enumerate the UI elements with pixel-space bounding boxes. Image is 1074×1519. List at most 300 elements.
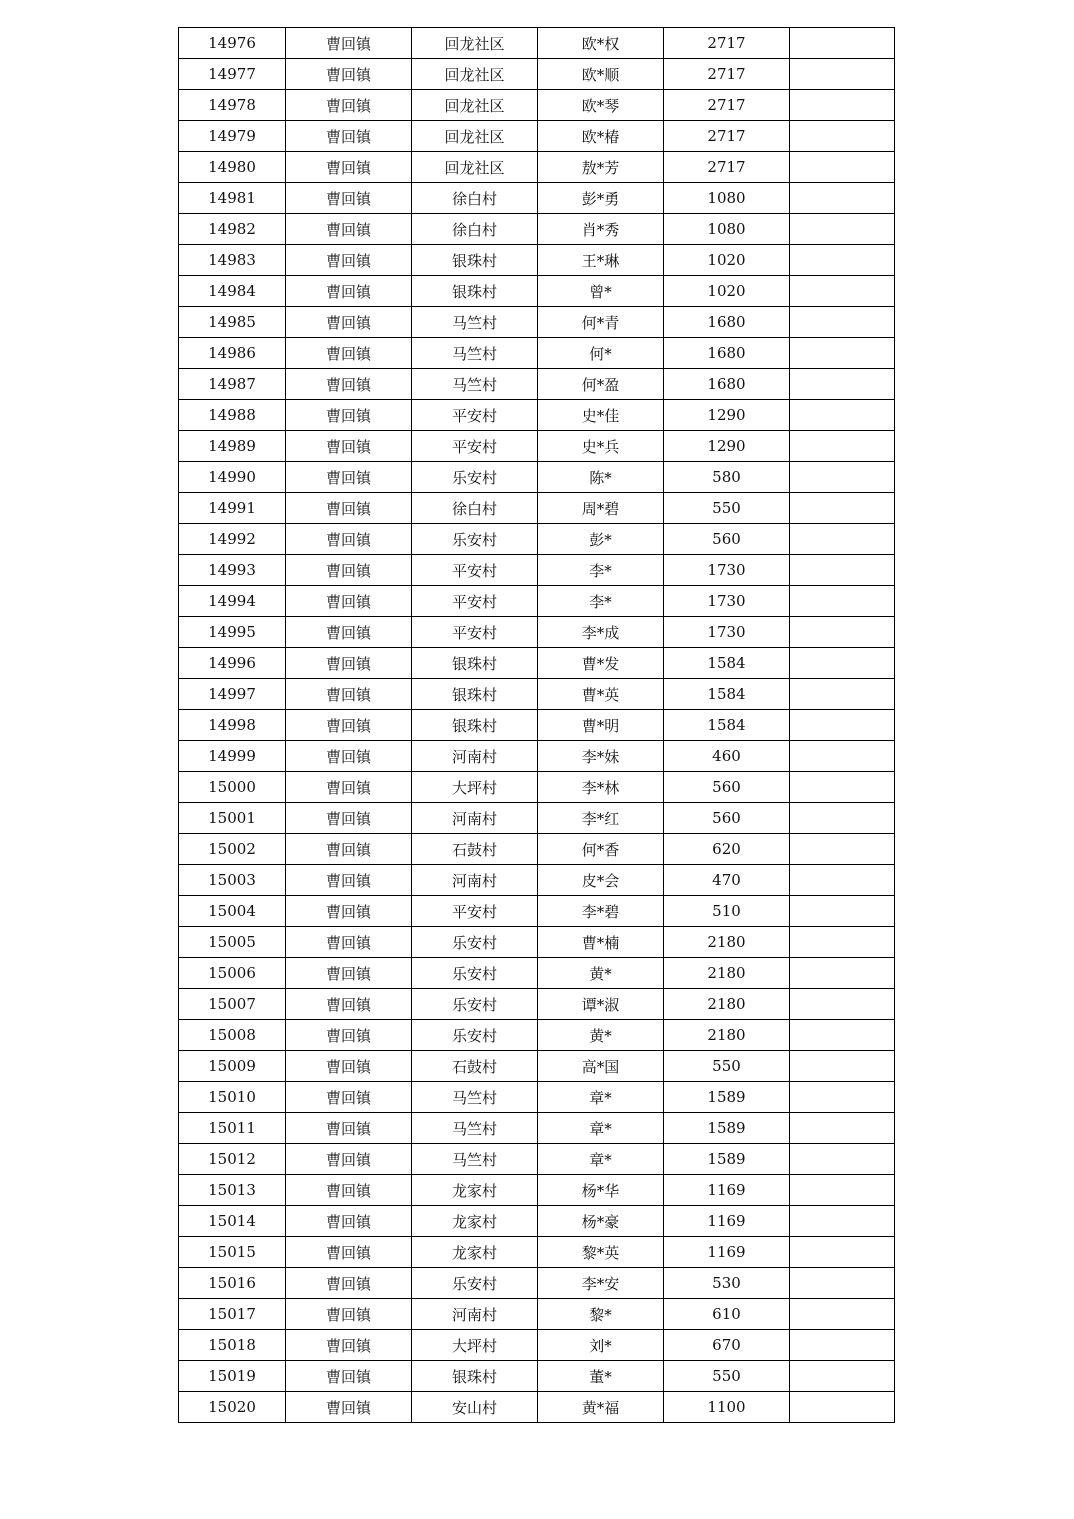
table-row — [179, 1082, 895, 1113]
village-cell: 回龙社区 — [412, 59, 538, 90]
village-cell: 回龙社区 — [412, 121, 538, 152]
town-cell: 曹回镇 — [286, 896, 412, 927]
remark-cell — [790, 1268, 895, 1299]
table-row — [179, 121, 895, 152]
name-cell: 黄*福 — [538, 1392, 664, 1423]
name-cell: 史*佳 — [538, 400, 664, 431]
village-cell: 河南村 — [412, 741, 538, 772]
town-cell: 曹回镇 — [286, 586, 412, 617]
amount-cell: 550 — [664, 1361, 790, 1392]
village-cell: 河南村 — [412, 803, 538, 834]
name-cell: 李*成 — [538, 617, 664, 648]
amount-cell: 1680 — [664, 338, 790, 369]
remark-cell — [790, 896, 895, 927]
row-number-cell: 15019 — [179, 1361, 286, 1392]
amount-cell: 1020 — [664, 276, 790, 307]
remark-cell — [790, 741, 895, 772]
remark-cell — [790, 927, 895, 958]
remark-cell — [790, 1175, 895, 1206]
village-cell: 马竺村 — [412, 307, 538, 338]
remark-cell — [790, 803, 895, 834]
town-cell: 曹回镇 — [286, 307, 412, 338]
amount-cell: 2717 — [664, 28, 790, 59]
amount-cell: 1730 — [664, 586, 790, 617]
town-cell: 曹回镇 — [286, 59, 412, 90]
table-row — [179, 59, 895, 90]
row-number-cell: 14987 — [179, 369, 286, 400]
name-cell: 敖*芳 — [538, 152, 664, 183]
village-cell: 乐安村 — [412, 1268, 538, 1299]
row-number-cell: 15003 — [179, 865, 286, 896]
village-cell: 石鼓村 — [412, 834, 538, 865]
town-cell: 曹回镇 — [286, 1082, 412, 1113]
village-cell: 徐白村 — [412, 183, 538, 214]
name-cell: 杨*华 — [538, 1175, 664, 1206]
remark-cell — [790, 493, 895, 524]
remark-cell — [790, 1144, 895, 1175]
row-number-cell: 15016 — [179, 1268, 286, 1299]
amount-cell: 510 — [664, 896, 790, 927]
table-row — [179, 90, 895, 121]
amount-cell: 620 — [664, 834, 790, 865]
remark-cell — [790, 1392, 895, 1423]
amount-cell: 1169 — [664, 1175, 790, 1206]
town-cell: 曹回镇 — [286, 524, 412, 555]
amount-cell: 2180 — [664, 958, 790, 989]
village-cell: 马竺村 — [412, 1144, 538, 1175]
name-cell: 欧*椿 — [538, 121, 664, 152]
remark-cell — [790, 276, 895, 307]
village-cell: 乐安村 — [412, 524, 538, 555]
town-cell: 曹回镇 — [286, 431, 412, 462]
amount-cell: 1290 — [664, 400, 790, 431]
table-row — [179, 1144, 895, 1175]
row-number-cell: 15001 — [179, 803, 286, 834]
amount-cell: 2717 — [664, 90, 790, 121]
table-row — [179, 28, 895, 59]
row-number-cell: 14991 — [179, 493, 286, 524]
town-cell: 曹回镇 — [286, 1020, 412, 1051]
row-number-cell: 15020 — [179, 1392, 286, 1423]
row-number-cell: 14985 — [179, 307, 286, 338]
town-cell: 曹回镇 — [286, 555, 412, 586]
row-number-cell: 15004 — [179, 896, 286, 927]
town-cell: 曹回镇 — [286, 1144, 412, 1175]
amount-cell: 1169 — [664, 1237, 790, 1268]
amount-cell: 1080 — [664, 183, 790, 214]
name-cell: 刘* — [538, 1330, 664, 1361]
table-row — [179, 1330, 895, 1361]
amount-cell: 1584 — [664, 679, 790, 710]
row-number-cell: 15018 — [179, 1330, 286, 1361]
town-cell: 曹回镇 — [286, 1299, 412, 1330]
amount-cell: 1169 — [664, 1206, 790, 1237]
table-row — [179, 1361, 895, 1392]
remark-cell — [790, 431, 895, 462]
row-number-cell: 15005 — [179, 927, 286, 958]
name-cell: 王*琳 — [538, 245, 664, 276]
amount-cell: 1730 — [664, 555, 790, 586]
table-row — [179, 896, 895, 927]
amount-cell: 1100 — [664, 1392, 790, 1423]
row-number-cell: 15010 — [179, 1082, 286, 1113]
village-cell: 大坪村 — [412, 772, 538, 803]
row-number-cell: 15017 — [179, 1299, 286, 1330]
town-cell: 曹回镇 — [286, 214, 412, 245]
remark-cell — [790, 617, 895, 648]
row-number-cell: 14993 — [179, 555, 286, 586]
remark-cell — [790, 710, 895, 741]
amount-cell: 670 — [664, 1330, 790, 1361]
table-row — [179, 462, 895, 493]
town-cell: 曹回镇 — [286, 958, 412, 989]
town-cell: 曹回镇 — [286, 400, 412, 431]
remark-cell — [790, 369, 895, 400]
village-cell: 马竺村 — [412, 369, 538, 400]
village-cell: 河南村 — [412, 865, 538, 896]
table-row — [179, 245, 895, 276]
amount-cell: 1589 — [664, 1113, 790, 1144]
town-cell: 曹回镇 — [286, 617, 412, 648]
table-row — [179, 1299, 895, 1330]
remark-cell — [790, 462, 895, 493]
remark-cell — [790, 214, 895, 245]
name-cell: 欧*琴 — [538, 90, 664, 121]
row-number-cell: 14978 — [179, 90, 286, 121]
table-row — [179, 1113, 895, 1144]
remark-cell — [790, 648, 895, 679]
village-cell: 龙家村 — [412, 1175, 538, 1206]
remark-cell — [790, 1020, 895, 1051]
remark-cell — [790, 1299, 895, 1330]
village-cell: 乐安村 — [412, 927, 538, 958]
table-row — [179, 1051, 895, 1082]
remark-cell — [790, 1361, 895, 1392]
amount-cell: 2717 — [664, 121, 790, 152]
table-row — [179, 927, 895, 958]
town-cell: 曹回镇 — [286, 1392, 412, 1423]
row-number-cell: 14989 — [179, 431, 286, 462]
table-row — [179, 679, 895, 710]
name-cell: 章* — [538, 1082, 664, 1113]
remark-cell — [790, 121, 895, 152]
table-row — [179, 958, 895, 989]
town-cell: 曹回镇 — [286, 772, 412, 803]
row-number-cell: 15011 — [179, 1113, 286, 1144]
name-cell: 李* — [538, 586, 664, 617]
remark-cell — [790, 524, 895, 555]
name-cell: 欧*顺 — [538, 59, 664, 90]
village-cell: 乐安村 — [412, 958, 538, 989]
table-row — [179, 555, 895, 586]
remark-cell — [790, 152, 895, 183]
town-cell: 曹回镇 — [286, 1361, 412, 1392]
remark-cell — [790, 307, 895, 338]
remark-cell — [790, 1051, 895, 1082]
amount-cell: 560 — [664, 772, 790, 803]
town-cell: 曹回镇 — [286, 245, 412, 276]
table-row — [179, 803, 895, 834]
table-row — [179, 276, 895, 307]
remark-cell — [790, 865, 895, 896]
table-row — [179, 586, 895, 617]
table-row — [179, 1237, 895, 1268]
remark-cell — [790, 245, 895, 276]
town-cell: 曹回镇 — [286, 1206, 412, 1237]
row-number-cell: 15006 — [179, 958, 286, 989]
row-number-cell: 15002 — [179, 834, 286, 865]
name-cell: 周*碧 — [538, 493, 664, 524]
name-cell: 彭* — [538, 524, 664, 555]
village-cell: 徐白村 — [412, 214, 538, 245]
name-cell: 肖*秀 — [538, 214, 664, 245]
village-cell: 徐白村 — [412, 493, 538, 524]
amount-cell: 560 — [664, 803, 790, 834]
row-number-cell: 15012 — [179, 1144, 286, 1175]
amount-cell: 1680 — [664, 369, 790, 400]
amount-cell: 1680 — [664, 307, 790, 338]
village-cell: 回龙社区 — [412, 152, 538, 183]
village-cell: 平安村 — [412, 617, 538, 648]
table-row — [179, 214, 895, 245]
village-cell: 银珠村 — [412, 679, 538, 710]
town-cell: 曹回镇 — [286, 1237, 412, 1268]
town-cell: 曹回镇 — [286, 710, 412, 741]
village-cell: 龙家村 — [412, 1237, 538, 1268]
amount-cell: 1584 — [664, 648, 790, 679]
town-cell: 曹回镇 — [286, 1175, 412, 1206]
name-cell: 皮*会 — [538, 865, 664, 896]
amount-cell: 1290 — [664, 431, 790, 462]
table-row — [179, 772, 895, 803]
name-cell: 谭*淑 — [538, 989, 664, 1020]
remark-cell — [790, 400, 895, 431]
amount-cell: 1020 — [664, 245, 790, 276]
remark-cell — [790, 555, 895, 586]
amount-cell: 1730 — [664, 617, 790, 648]
village-cell: 平安村 — [412, 431, 538, 462]
town-cell: 曹回镇 — [286, 865, 412, 896]
town-cell: 曹回镇 — [286, 28, 412, 59]
amount-cell: 2180 — [664, 927, 790, 958]
data-table — [178, 27, 895, 1423]
name-cell: 李*妹 — [538, 741, 664, 772]
town-cell: 曹回镇 — [286, 462, 412, 493]
row-number-cell: 15013 — [179, 1175, 286, 1206]
remark-cell — [790, 1206, 895, 1237]
village-cell: 银珠村 — [412, 648, 538, 679]
name-cell: 李*林 — [538, 772, 664, 803]
row-number-cell: 14988 — [179, 400, 286, 431]
town-cell: 曹回镇 — [286, 338, 412, 369]
name-cell: 李*安 — [538, 1268, 664, 1299]
remark-cell — [790, 1082, 895, 1113]
amount-cell: 550 — [664, 1051, 790, 1082]
village-cell: 乐安村 — [412, 1020, 538, 1051]
remark-cell — [790, 1330, 895, 1361]
name-cell: 李*碧 — [538, 896, 664, 927]
amount-cell: 610 — [664, 1299, 790, 1330]
remark-cell — [790, 586, 895, 617]
row-number-cell: 14997 — [179, 679, 286, 710]
town-cell: 曹回镇 — [286, 493, 412, 524]
village-cell: 银珠村 — [412, 1361, 538, 1392]
amount-cell: 580 — [664, 462, 790, 493]
name-cell: 董* — [538, 1361, 664, 1392]
table-row — [179, 369, 895, 400]
remark-cell — [790, 679, 895, 710]
remark-cell — [790, 59, 895, 90]
village-cell: 马竺村 — [412, 1082, 538, 1113]
row-number-cell: 14981 — [179, 183, 286, 214]
name-cell: 李*红 — [538, 803, 664, 834]
town-cell: 曹回镇 — [286, 1113, 412, 1144]
name-cell: 史*兵 — [538, 431, 664, 462]
table-row — [179, 1175, 895, 1206]
amount-cell: 1589 — [664, 1144, 790, 1175]
row-number-cell: 14980 — [179, 152, 286, 183]
name-cell: 曹*明 — [538, 710, 664, 741]
name-cell: 曾* — [538, 276, 664, 307]
remark-cell — [790, 28, 895, 59]
town-cell: 曹回镇 — [286, 1330, 412, 1361]
table-body — [179, 28, 895, 1423]
amount-cell: 1589 — [664, 1082, 790, 1113]
row-number-cell: 14976 — [179, 28, 286, 59]
row-number-cell: 14982 — [179, 214, 286, 245]
remark-cell — [790, 958, 895, 989]
town-cell: 曹回镇 — [286, 1268, 412, 1299]
amount-cell: 2717 — [664, 152, 790, 183]
village-cell: 大坪村 — [412, 1330, 538, 1361]
table-row — [179, 183, 895, 214]
row-number-cell: 14990 — [179, 462, 286, 493]
village-cell: 平安村 — [412, 896, 538, 927]
village-cell: 银珠村 — [412, 276, 538, 307]
name-cell: 曹*楠 — [538, 927, 664, 958]
table-row — [179, 710, 895, 741]
amount-cell: 2180 — [664, 1020, 790, 1051]
remark-cell — [790, 1113, 895, 1144]
table-row — [179, 1020, 895, 1051]
name-cell: 黄* — [538, 958, 664, 989]
row-number-cell: 14992 — [179, 524, 286, 555]
table-row — [179, 307, 895, 338]
town-cell: 曹回镇 — [286, 741, 412, 772]
village-cell: 马竺村 — [412, 338, 538, 369]
town-cell: 曹回镇 — [286, 989, 412, 1020]
town-cell: 曹回镇 — [286, 648, 412, 679]
town-cell: 曹回镇 — [286, 369, 412, 400]
amount-cell: 2180 — [664, 989, 790, 1020]
table-row — [179, 152, 895, 183]
row-number-cell: 15009 — [179, 1051, 286, 1082]
row-number-cell: 14977 — [179, 59, 286, 90]
remark-cell — [790, 338, 895, 369]
amount-cell: 1080 — [664, 214, 790, 245]
table-row — [179, 617, 895, 648]
table-row — [179, 1206, 895, 1237]
name-cell: 彭*勇 — [538, 183, 664, 214]
table-row — [179, 431, 895, 462]
village-cell: 银珠村 — [412, 245, 538, 276]
village-cell: 银珠村 — [412, 710, 538, 741]
remark-cell — [790, 989, 895, 1020]
name-cell: 黄* — [538, 1020, 664, 1051]
name-cell: 曹*发 — [538, 648, 664, 679]
remark-cell — [790, 772, 895, 803]
name-cell: 何*香 — [538, 834, 664, 865]
village-cell: 乐安村 — [412, 462, 538, 493]
row-number-cell: 15007 — [179, 989, 286, 1020]
amount-cell: 470 — [664, 865, 790, 896]
name-cell: 章* — [538, 1113, 664, 1144]
town-cell: 曹回镇 — [286, 121, 412, 152]
town-cell: 曹回镇 — [286, 183, 412, 214]
remark-cell — [790, 183, 895, 214]
name-cell: 欧*权 — [538, 28, 664, 59]
row-number-cell: 14986 — [179, 338, 286, 369]
row-number-cell: 15015 — [179, 1237, 286, 1268]
table-row — [179, 524, 895, 555]
table-row — [179, 493, 895, 524]
name-cell: 章* — [538, 1144, 664, 1175]
village-cell: 石鼓村 — [412, 1051, 538, 1082]
table-row — [179, 400, 895, 431]
table-row — [179, 1392, 895, 1423]
amount-cell: 550 — [664, 493, 790, 524]
name-cell: 何*青 — [538, 307, 664, 338]
town-cell: 曹回镇 — [286, 679, 412, 710]
amount-cell: 530 — [664, 1268, 790, 1299]
name-cell: 黎*英 — [538, 1237, 664, 1268]
name-cell: 李* — [538, 555, 664, 586]
row-number-cell: 14984 — [179, 276, 286, 307]
town-cell: 曹回镇 — [286, 1051, 412, 1082]
town-cell: 曹回镇 — [286, 90, 412, 121]
village-cell: 回龙社区 — [412, 90, 538, 121]
town-cell: 曹回镇 — [286, 152, 412, 183]
amount-cell: 460 — [664, 741, 790, 772]
village-cell: 龙家村 — [412, 1206, 538, 1237]
remark-cell — [790, 834, 895, 865]
amount-cell: 1584 — [664, 710, 790, 741]
village-cell: 平安村 — [412, 555, 538, 586]
remark-cell — [790, 1237, 895, 1268]
name-cell: 何*盈 — [538, 369, 664, 400]
town-cell: 曹回镇 — [286, 276, 412, 307]
name-cell: 何* — [538, 338, 664, 369]
town-cell: 曹回镇 — [286, 927, 412, 958]
name-cell: 高*国 — [538, 1051, 664, 1082]
remark-cell — [790, 90, 895, 121]
name-cell: 曹*英 — [538, 679, 664, 710]
row-number-cell: 14994 — [179, 586, 286, 617]
row-number-cell: 14998 — [179, 710, 286, 741]
table-row — [179, 648, 895, 679]
town-cell: 曹回镇 — [286, 803, 412, 834]
village-cell: 河南村 — [412, 1299, 538, 1330]
table-row — [179, 741, 895, 772]
row-number-cell: 15014 — [179, 1206, 286, 1237]
row-number-cell: 14983 — [179, 245, 286, 276]
village-cell: 平安村 — [412, 400, 538, 431]
name-cell: 黎* — [538, 1299, 664, 1330]
village-cell: 回龙社区 — [412, 28, 538, 59]
town-cell: 曹回镇 — [286, 834, 412, 865]
amount-cell: 2717 — [664, 59, 790, 90]
row-number-cell: 14979 — [179, 121, 286, 152]
